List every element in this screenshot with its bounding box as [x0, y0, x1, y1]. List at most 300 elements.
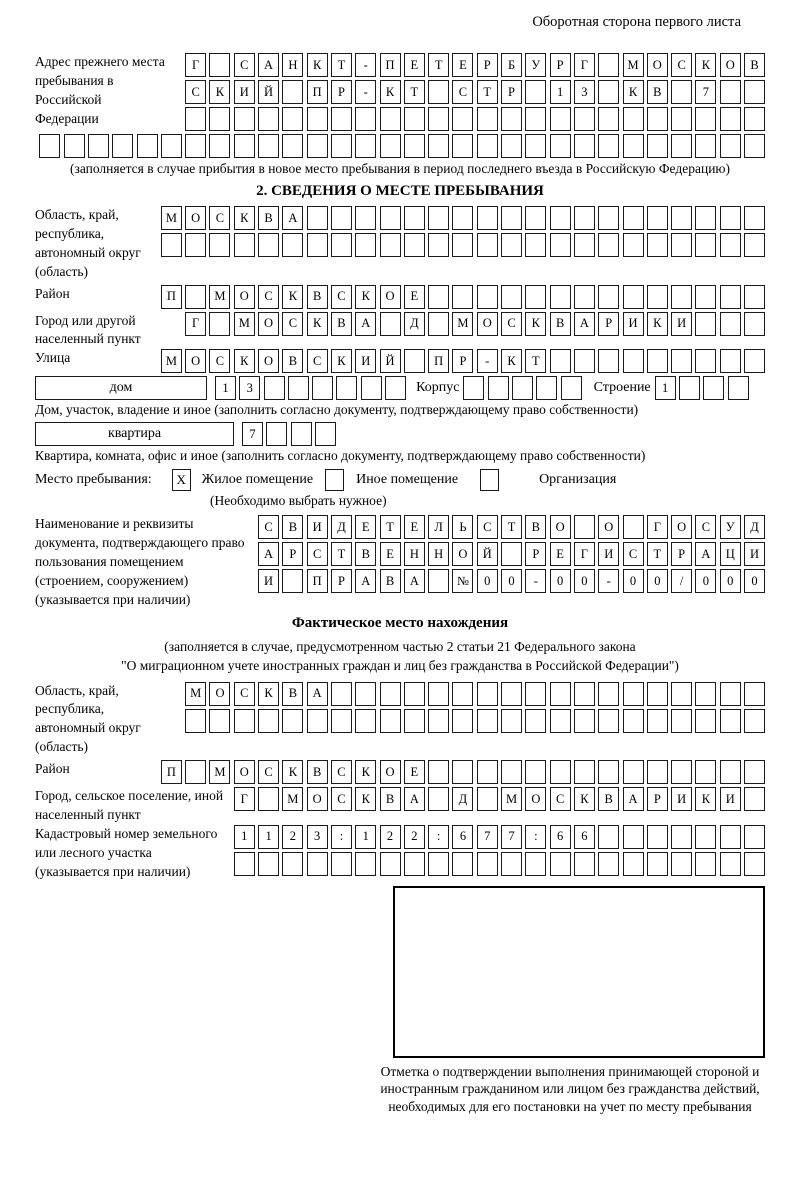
- char-cell[interactable]: 1: [215, 376, 236, 400]
- char-cell[interactable]: [501, 760, 522, 784]
- char-cell[interactable]: [404, 134, 425, 158]
- char-cell[interactable]: [266, 422, 287, 446]
- char-cell[interactable]: [550, 107, 571, 131]
- char-cell[interactable]: 0: [501, 569, 522, 593]
- char-cell[interactable]: [598, 709, 619, 733]
- char-cell[interactable]: П: [428, 349, 449, 373]
- char-cell[interactable]: [744, 206, 765, 230]
- char-cell[interactable]: 3: [307, 825, 328, 849]
- char-cell[interactable]: Т: [477, 80, 498, 104]
- char-cell[interactable]: :: [331, 825, 352, 849]
- char-cell[interactable]: [550, 285, 571, 309]
- char-cell[interactable]: [452, 233, 473, 257]
- char-cell[interactable]: [598, 107, 619, 131]
- char-cell[interactable]: С: [331, 285, 352, 309]
- char-cell[interactable]: [209, 53, 230, 77]
- char-cell[interactable]: С: [307, 349, 328, 373]
- char-cell[interactable]: В: [307, 760, 328, 784]
- char-cell[interactable]: [671, 233, 692, 257]
- char-cell[interactable]: [695, 206, 716, 230]
- char-cell[interactable]: [428, 107, 449, 131]
- char-cell[interactable]: И: [234, 80, 255, 104]
- char-cell[interactable]: 0: [720, 569, 741, 593]
- char-cell[interactable]: О: [380, 760, 401, 784]
- char-cell[interactable]: Р: [331, 569, 352, 593]
- char-cell[interactable]: [452, 852, 473, 876]
- char-cell[interactable]: 0: [647, 569, 668, 593]
- char-cell[interactable]: [720, 709, 741, 733]
- char-cell[interactable]: [185, 107, 206, 131]
- char-cell[interactable]: Й: [380, 349, 401, 373]
- char-cell[interactable]: 2: [282, 825, 303, 849]
- char-cell[interactable]: [355, 134, 376, 158]
- char-cell[interactable]: П: [380, 53, 401, 77]
- char-cell[interactable]: [282, 569, 303, 593]
- char-cell[interactable]: Е: [355, 515, 376, 539]
- char-cell[interactable]: [385, 376, 406, 400]
- char-cell[interactable]: [209, 709, 230, 733]
- char-cell[interactable]: [720, 682, 741, 706]
- char-cell[interactable]: [312, 376, 333, 400]
- char-cell[interactable]: Е: [404, 515, 425, 539]
- char-cell[interactable]: [623, 760, 644, 784]
- char-cell[interactable]: И: [744, 542, 765, 566]
- char-cell[interactable]: А: [258, 53, 279, 77]
- char-cell[interactable]: [88, 134, 109, 158]
- char-cell[interactable]: [623, 206, 644, 230]
- char-cell[interactable]: С: [258, 515, 279, 539]
- char-cell[interactable]: [428, 760, 449, 784]
- char-cell[interactable]: [647, 134, 668, 158]
- char-cell[interactable]: [671, 852, 692, 876]
- char-cell[interactable]: [550, 760, 571, 784]
- char-cell[interactable]: 7: [501, 825, 522, 849]
- char-cell[interactable]: [307, 206, 328, 230]
- char-cell[interactable]: [258, 233, 279, 257]
- char-cell[interactable]: [452, 107, 473, 131]
- char-cell[interactable]: И: [258, 569, 279, 593]
- char-cell[interactable]: [525, 107, 546, 131]
- char-cell[interactable]: М: [209, 760, 230, 784]
- char-cell[interactable]: 6: [550, 825, 571, 849]
- char-cell[interactable]: [695, 825, 716, 849]
- char-cell[interactable]: [463, 376, 484, 400]
- char-cell[interactable]: [671, 134, 692, 158]
- char-cell[interactable]: [428, 709, 449, 733]
- char-cell[interactable]: [428, 134, 449, 158]
- char-cell[interactable]: [671, 825, 692, 849]
- char-cell[interactable]: С: [671, 53, 692, 77]
- char-cell[interactable]: [331, 852, 352, 876]
- char-cell[interactable]: [647, 285, 668, 309]
- char-cell[interactable]: [501, 285, 522, 309]
- char-cell[interactable]: К: [695, 53, 716, 77]
- char-cell[interactable]: -: [477, 349, 498, 373]
- char-cell[interactable]: [525, 682, 546, 706]
- char-cell[interactable]: [695, 285, 716, 309]
- char-cell[interactable]: [452, 134, 473, 158]
- char-cell[interactable]: [623, 134, 644, 158]
- char-cell[interactable]: Г: [574, 53, 595, 77]
- char-cell[interactable]: В: [525, 515, 546, 539]
- char-cell[interactable]: В: [647, 80, 668, 104]
- char-cell[interactable]: С: [501, 312, 522, 336]
- char-cell[interactable]: [598, 233, 619, 257]
- char-cell[interactable]: [355, 107, 376, 131]
- char-cell[interactable]: [185, 285, 206, 309]
- char-cell[interactable]: [744, 285, 765, 309]
- char-cell[interactable]: [452, 682, 473, 706]
- char-cell[interactable]: [744, 80, 765, 104]
- char-cell[interactable]: [695, 233, 716, 257]
- char-cell[interactable]: С: [452, 80, 473, 104]
- char-cell[interactable]: В: [282, 349, 303, 373]
- char-cell[interactable]: К: [355, 285, 376, 309]
- char-cell[interactable]: [550, 709, 571, 733]
- char-cell[interactable]: [331, 206, 352, 230]
- char-cell[interactable]: [428, 206, 449, 230]
- char-cell[interactable]: [720, 233, 741, 257]
- char-cell[interactable]: О: [720, 53, 741, 77]
- char-cell[interactable]: О: [647, 53, 668, 77]
- char-cell[interactable]: [728, 376, 749, 400]
- char-cell[interactable]: [550, 206, 571, 230]
- char-cell[interactable]: [234, 852, 255, 876]
- char-cell[interactable]: К: [307, 53, 328, 77]
- char-cell[interactable]: 7: [695, 80, 716, 104]
- char-cell[interactable]: [477, 134, 498, 158]
- char-cell[interactable]: -: [355, 80, 376, 104]
- char-cell[interactable]: [671, 709, 692, 733]
- char-cell[interactable]: М: [234, 312, 255, 336]
- char-cell[interactable]: Т: [428, 53, 449, 77]
- char-cell[interactable]: С: [258, 760, 279, 784]
- char-cell[interactable]: [623, 825, 644, 849]
- char-cell[interactable]: С: [234, 53, 255, 77]
- char-cell[interactable]: [404, 233, 425, 257]
- char-cell[interactable]: [355, 852, 376, 876]
- char-cell[interactable]: О: [234, 760, 255, 784]
- char-cell[interactable]: [137, 134, 158, 158]
- char-cell[interactable]: [623, 233, 644, 257]
- char-cell[interactable]: [404, 107, 425, 131]
- char-cell[interactable]: [477, 206, 498, 230]
- char-cell[interactable]: [598, 349, 619, 373]
- char-cell[interactable]: [355, 233, 376, 257]
- char-cell[interactable]: [404, 682, 425, 706]
- char-cell[interactable]: Р: [282, 542, 303, 566]
- char-cell[interactable]: [355, 682, 376, 706]
- char-cell[interactable]: [598, 825, 619, 849]
- char-cell[interactable]: [695, 682, 716, 706]
- char-cell[interactable]: М: [452, 312, 473, 336]
- char-cell[interactable]: Н: [282, 53, 303, 77]
- char-cell[interactable]: П: [307, 569, 328, 593]
- char-cell[interactable]: У: [720, 515, 741, 539]
- char-cell[interactable]: [671, 349, 692, 373]
- char-cell[interactable]: [291, 422, 312, 446]
- char-cell[interactable]: Р: [452, 349, 473, 373]
- char-cell[interactable]: [695, 852, 716, 876]
- char-cell[interactable]: С: [331, 760, 352, 784]
- char-cell[interactable]: [380, 852, 401, 876]
- char-cell[interactable]: [720, 206, 741, 230]
- char-cell[interactable]: В: [258, 206, 279, 230]
- char-cell[interactable]: [525, 285, 546, 309]
- char-cell[interactable]: /: [671, 569, 692, 593]
- char-cell[interactable]: [428, 80, 449, 104]
- char-cell[interactable]: О: [258, 349, 279, 373]
- char-cell[interactable]: [282, 80, 303, 104]
- char-cell[interactable]: С: [234, 682, 255, 706]
- char-cell[interactable]: Р: [501, 80, 522, 104]
- char-cell[interactable]: -: [598, 569, 619, 593]
- char-cell[interactable]: Б: [501, 53, 522, 77]
- char-cell[interactable]: [336, 376, 357, 400]
- char-cell[interactable]: К: [234, 349, 255, 373]
- char-cell[interactable]: [598, 682, 619, 706]
- char-cell[interactable]: В: [331, 312, 352, 336]
- char-cell[interactable]: К: [623, 80, 644, 104]
- char-cell[interactable]: 0: [477, 569, 498, 593]
- char-cell[interactable]: [331, 107, 352, 131]
- char-cell[interactable]: П: [161, 285, 182, 309]
- char-cell[interactable]: [452, 285, 473, 309]
- char-cell[interactable]: [380, 233, 401, 257]
- char-cell[interactable]: Р: [331, 80, 352, 104]
- char-cell[interactable]: М: [185, 682, 206, 706]
- char-cell[interactable]: В: [744, 53, 765, 77]
- char-cell[interactable]: [671, 682, 692, 706]
- char-cell[interactable]: [525, 233, 546, 257]
- char-cell[interactable]: 1: [355, 825, 376, 849]
- char-cell[interactable]: К: [234, 206, 255, 230]
- char-cell[interactable]: [744, 682, 765, 706]
- char-cell[interactable]: [380, 107, 401, 131]
- char-cell[interactable]: [331, 233, 352, 257]
- char-cell[interactable]: [679, 376, 700, 400]
- char-cell[interactable]: [501, 852, 522, 876]
- char-cell[interactable]: [695, 709, 716, 733]
- char-cell[interactable]: [671, 285, 692, 309]
- char-cell[interactable]: Е: [404, 760, 425, 784]
- char-cell[interactable]: Г: [185, 312, 206, 336]
- char-cell[interactable]: [282, 709, 303, 733]
- char-cell[interactable]: 2: [380, 825, 401, 849]
- char-cell[interactable]: [550, 852, 571, 876]
- char-cell[interactable]: [744, 852, 765, 876]
- char-cell[interactable]: [525, 206, 546, 230]
- char-cell[interactable]: [380, 709, 401, 733]
- char-cell[interactable]: [234, 134, 255, 158]
- char-cell[interactable]: Е: [452, 53, 473, 77]
- char-cell[interactable]: А: [623, 787, 644, 811]
- char-cell[interactable]: В: [355, 542, 376, 566]
- char-cell[interactable]: 3: [574, 80, 595, 104]
- char-cell[interactable]: Л: [428, 515, 449, 539]
- char-cell[interactable]: Е: [404, 53, 425, 77]
- char-cell[interactable]: [234, 233, 255, 257]
- char-cell[interactable]: [574, 233, 595, 257]
- char-cell[interactable]: [282, 852, 303, 876]
- char-cell[interactable]: [361, 376, 382, 400]
- char-cell[interactable]: [744, 233, 765, 257]
- char-cell[interactable]: :: [428, 825, 449, 849]
- char-cell[interactable]: [501, 206, 522, 230]
- char-cell[interactable]: [647, 107, 668, 131]
- char-cell[interactable]: Й: [258, 80, 279, 104]
- char-cell[interactable]: [307, 233, 328, 257]
- char-cell[interactable]: С: [282, 312, 303, 336]
- char-cell[interactable]: 6: [574, 825, 595, 849]
- char-cell[interactable]: [404, 852, 425, 876]
- char-cell[interactable]: [574, 285, 595, 309]
- char-cell[interactable]: Г: [185, 53, 206, 77]
- char-cell[interactable]: [671, 206, 692, 230]
- char-cell[interactable]: К: [380, 80, 401, 104]
- char-cell[interactable]: [288, 376, 309, 400]
- checkbox-organizatsiya[interactable]: [480, 469, 499, 491]
- char-cell[interactable]: [623, 107, 644, 131]
- char-cell[interactable]: Т: [331, 542, 352, 566]
- char-cell[interactable]: [623, 285, 644, 309]
- char-cell[interactable]: [647, 852, 668, 876]
- char-cell[interactable]: [185, 134, 206, 158]
- char-cell[interactable]: [550, 233, 571, 257]
- char-cell[interactable]: -: [525, 569, 546, 593]
- char-cell[interactable]: И: [720, 787, 741, 811]
- char-cell[interactable]: [488, 376, 509, 400]
- char-cell[interactable]: [258, 852, 279, 876]
- char-cell[interactable]: [209, 233, 230, 257]
- char-cell[interactable]: В: [282, 682, 303, 706]
- char-cell[interactable]: [501, 134, 522, 158]
- char-cell[interactable]: 0: [550, 569, 571, 593]
- char-cell[interactable]: [355, 206, 376, 230]
- char-cell[interactable]: О: [598, 515, 619, 539]
- char-cell[interactable]: [525, 134, 546, 158]
- char-cell[interactable]: [623, 709, 644, 733]
- char-cell[interactable]: О: [671, 515, 692, 539]
- char-cell[interactable]: [452, 709, 473, 733]
- char-cell[interactable]: С: [209, 206, 230, 230]
- char-cell[interactable]: [525, 760, 546, 784]
- char-cell[interactable]: А: [404, 787, 425, 811]
- char-cell[interactable]: [744, 107, 765, 131]
- char-cell[interactable]: №: [452, 569, 473, 593]
- char-cell[interactable]: [720, 825, 741, 849]
- char-cell[interactable]: П: [161, 760, 182, 784]
- char-cell[interactable]: М: [161, 349, 182, 373]
- char-cell[interactable]: Д: [744, 515, 765, 539]
- char-cell[interactable]: [623, 349, 644, 373]
- checkbox-zhiloe-pomeshchenie[interactable]: X: [172, 469, 191, 491]
- char-cell[interactable]: О: [185, 349, 206, 373]
- char-cell[interactable]: [331, 134, 352, 158]
- char-cell[interactable]: [720, 312, 741, 336]
- char-cell[interactable]: К: [695, 787, 716, 811]
- char-cell[interactable]: К: [282, 760, 303, 784]
- char-cell[interactable]: [380, 682, 401, 706]
- char-cell[interactable]: [282, 134, 303, 158]
- char-cell[interactable]: [307, 134, 328, 158]
- char-cell[interactable]: [331, 682, 352, 706]
- char-cell[interactable]: [598, 760, 619, 784]
- char-cell[interactable]: 0: [623, 569, 644, 593]
- char-cell[interactable]: [671, 760, 692, 784]
- char-cell[interactable]: [452, 760, 473, 784]
- char-cell[interactable]: [598, 852, 619, 876]
- char-cell[interactable]: С: [695, 515, 716, 539]
- char-cell[interactable]: [561, 376, 582, 400]
- char-cell[interactable]: Ь: [452, 515, 473, 539]
- char-cell[interactable]: [428, 285, 449, 309]
- char-cell[interactable]: 7: [477, 825, 498, 849]
- char-cell[interactable]: [404, 206, 425, 230]
- char-cell[interactable]: [477, 682, 498, 706]
- char-cell[interactable]: 3: [239, 376, 260, 400]
- char-cell[interactable]: [477, 233, 498, 257]
- char-cell[interactable]: Р: [647, 787, 668, 811]
- char-cell[interactable]: М: [501, 787, 522, 811]
- char-cell[interactable]: [380, 206, 401, 230]
- char-cell[interactable]: 1: [655, 376, 676, 400]
- char-cell[interactable]: [720, 134, 741, 158]
- char-cell[interactable]: [428, 787, 449, 811]
- char-cell[interactable]: О: [185, 206, 206, 230]
- char-cell[interactable]: :: [525, 825, 546, 849]
- char-cell[interactable]: [671, 107, 692, 131]
- char-cell[interactable]: С: [209, 349, 230, 373]
- char-cell[interactable]: [744, 709, 765, 733]
- char-cell[interactable]: [744, 760, 765, 784]
- char-cell[interactable]: [501, 233, 522, 257]
- char-cell[interactable]: 0: [744, 569, 765, 593]
- char-cell[interactable]: О: [550, 515, 571, 539]
- char-cell[interactable]: [477, 760, 498, 784]
- char-cell[interactable]: А: [307, 682, 328, 706]
- char-cell[interactable]: В: [550, 312, 571, 336]
- char-cell[interactable]: А: [355, 312, 376, 336]
- char-cell[interactable]: А: [404, 569, 425, 593]
- char-cell[interactable]: А: [574, 312, 595, 336]
- char-cell[interactable]: [574, 760, 595, 784]
- char-cell[interactable]: А: [258, 542, 279, 566]
- char-cell[interactable]: Д: [404, 312, 425, 336]
- char-cell[interactable]: В: [282, 515, 303, 539]
- char-cell[interactable]: [744, 787, 765, 811]
- char-cell[interactable]: И: [671, 312, 692, 336]
- char-cell[interactable]: [512, 376, 533, 400]
- char-cell[interactable]: [550, 349, 571, 373]
- char-cell[interactable]: [574, 134, 595, 158]
- char-cell[interactable]: И: [623, 312, 644, 336]
- char-cell[interactable]: [185, 709, 206, 733]
- char-cell[interactable]: К: [355, 760, 376, 784]
- char-cell[interactable]: Ц: [720, 542, 741, 566]
- char-cell[interactable]: [404, 349, 425, 373]
- char-cell[interactable]: [428, 569, 449, 593]
- char-cell[interactable]: 6: [452, 825, 473, 849]
- char-cell[interactable]: О: [525, 787, 546, 811]
- char-cell[interactable]: [185, 760, 206, 784]
- char-cell[interactable]: [647, 206, 668, 230]
- char-cell[interactable]: [64, 134, 85, 158]
- char-cell[interactable]: И: [307, 515, 328, 539]
- char-cell[interactable]: [647, 825, 668, 849]
- char-cell[interactable]: [647, 349, 668, 373]
- char-cell[interactable]: Г: [234, 787, 255, 811]
